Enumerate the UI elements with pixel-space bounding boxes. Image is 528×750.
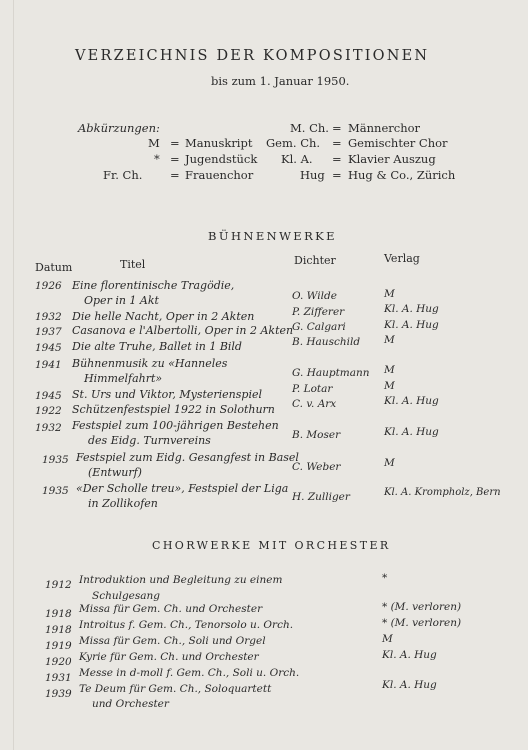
entry-year: 1918 <box>45 608 72 620</box>
entry-title: Schützenfestspiel 1922 in Solothurn <box>72 403 275 416</box>
entry-year: 1931 <box>45 672 72 684</box>
entry-year: 1932 <box>35 422 62 434</box>
entry-title: Casanova e l'Albertolli, Oper in 2 Akten <box>72 324 294 337</box>
column-header-titel: Titel <box>120 258 146 271</box>
abbr-key: Hug <box>300 168 325 182</box>
entry-publisher: M <box>384 334 395 346</box>
entry-year: 1945 <box>35 390 62 402</box>
entry-year: 1918 <box>45 624 72 636</box>
entry-title-continued: (Entwurf) <box>88 466 142 479</box>
entry-title: Die alte Truhe, Ballet in 1 Bild <box>72 340 242 353</box>
abbreviations-heading: Abkürzungen: <box>78 121 160 135</box>
document-subtitle: bis zum 1. Januar 1950. <box>211 74 350 88</box>
entry-publisher: Kl. A. Hug <box>384 319 439 331</box>
abbr-value: Manuskript <box>185 136 253 150</box>
abbr-eq: = <box>332 152 342 166</box>
abbr-value: Gemischter Chor <box>348 136 448 150</box>
entry-title-continued: Schulgesang <box>92 590 161 602</box>
entry-year: 1939 <box>45 688 72 700</box>
entry-author: P. Zifferer <box>292 306 345 318</box>
entry-author: H. Zulliger <box>292 491 350 503</box>
entry-title: Festspiel zum Eidg. Gesangfest in Basel <box>76 451 299 464</box>
section-heading-chorwerke: CHORWERKE MIT ORCHESTER <box>152 539 391 552</box>
entry-title: Festspiel zum 100-jährigen Bestehen <box>72 419 279 432</box>
abbr-value: Klavier Auszug <box>348 152 436 166</box>
entry-year: 1932 <box>35 311 62 323</box>
entry-year: 1935 <box>42 485 69 497</box>
entry-title: «Der Scholle treu», Festspiel der Liga <box>76 482 289 495</box>
entry-author: C. Weber <box>292 461 341 473</box>
entry-note: Kl. A. Hug <box>382 649 437 661</box>
abbr-key: Kl. A. <box>281 152 313 166</box>
entry-author: G. Hauptmann <box>292 367 370 379</box>
entry-title: Missa für Gem. Ch. und Orchester <box>79 603 263 615</box>
entry-publisher: Kl. A. Hug <box>384 426 439 438</box>
entry-note: * (M. verloren) <box>382 617 462 629</box>
entry-title: Te Deum für Gem. Ch., Soloquartett <box>79 683 272 695</box>
entry-title-continued: in Zollikofen <box>88 497 158 510</box>
abbr-value: Männerchor <box>348 121 421 135</box>
entry-publisher: M <box>384 288 395 300</box>
column-header-datum: Datum <box>35 261 73 274</box>
abbr-eq: = <box>332 121 342 135</box>
entry-note: M <box>382 633 393 645</box>
entry-year: 1937 <box>35 326 62 338</box>
entry-title: Messe in d-moll f. Gem. Ch., Soli u. Orch. <box>79 667 300 679</box>
abbr-key: M. Ch. <box>290 121 329 135</box>
entry-year: 1935 <box>42 454 69 466</box>
entry-author: P. Lotar <box>292 383 333 395</box>
entry-publisher: Kl. A. Hug <box>384 303 439 315</box>
entry-author: G. Calgari <box>292 321 346 333</box>
abbr-eq: = <box>332 136 342 150</box>
abbr-eq: = <box>170 136 180 150</box>
column-header-verlag: Verlag <box>384 252 420 265</box>
entry-publisher: M <box>384 364 395 376</box>
abbr-eq: = <box>170 168 180 182</box>
entry-author: O. Wilde <box>292 290 337 302</box>
abbr-key: Gem. Ch. <box>266 136 321 150</box>
entry-year: 1922 <box>35 405 62 417</box>
entry-publisher: Kl. A. Hug <box>384 395 439 407</box>
entry-author: B. Hauschild <box>292 336 361 348</box>
entry-note: * <box>382 572 388 584</box>
entry-author: C. v. Arx <box>292 398 337 410</box>
entry-title: Bühnenmusik zu «Hanneles <box>72 357 228 370</box>
entry-title: Kyrie für Gem. Ch. und Orchester <box>79 651 259 663</box>
abbr-value: Jugendstück <box>185 152 258 166</box>
abbr-key: Fr. Ch. <box>103 168 143 182</box>
entry-title: Introitus f. Gem. Ch., Tenorsolo u. Orch. <box>79 619 294 631</box>
entry-year: 1920 <box>45 656 72 668</box>
abbr-value: Frauenchor <box>185 168 254 182</box>
entry-publisher: Kl. A. Krompholz, Bern <box>384 487 501 498</box>
entry-year: 1912 <box>45 579 72 591</box>
entry-title-continued: und Orchester <box>92 698 169 710</box>
abbr-eq: = <box>170 152 180 166</box>
section-heading-buehnenwerke: BÜHNENWERKE <box>208 229 337 243</box>
entry-title: Die helle Nacht, Oper in 2 Akten <box>72 310 255 323</box>
entry-year: 1919 <box>45 640 72 652</box>
entry-note: * (M. verloren) <box>382 601 462 613</box>
entry-title-continued: des Eidg. Turnvereins <box>88 434 211 447</box>
entry-author: B. Moser <box>292 429 341 441</box>
column-header-dichter: Dichter <box>294 254 336 267</box>
entry-title-continued: Oper in 1 Akt <box>84 294 159 307</box>
entry-title: Introduktion und Begleitung zu einem <box>79 574 283 586</box>
document-title: VERZEICHNIS DER KOMPOSITIONEN <box>75 48 430 64</box>
entry-year: 1941 <box>35 359 62 371</box>
entry-publisher: M <box>384 457 395 469</box>
entry-title: Missa für Gem. Ch., Soli und Orgel <box>79 635 266 647</box>
entry-year: 1945 <box>35 342 62 354</box>
entry-publisher: M <box>384 380 395 392</box>
abbr-key: M <box>148 136 160 150</box>
entry-title-continued: Himmelfahrt» <box>84 372 163 385</box>
abbr-key: * <box>154 152 160 166</box>
entry-title: Eine florentinische Tragödie, <box>72 279 235 292</box>
abbr-value: Hug & Co., Zürich <box>348 168 456 182</box>
entry-year: 1926 <box>35 280 62 292</box>
entry-title: St. Urs und Viktor, Mysterienspiel <box>72 388 263 401</box>
abbr-eq: = <box>332 168 342 182</box>
page-fold-edge <box>13 0 14 750</box>
entry-note: Kl. A. Hug <box>382 679 437 691</box>
